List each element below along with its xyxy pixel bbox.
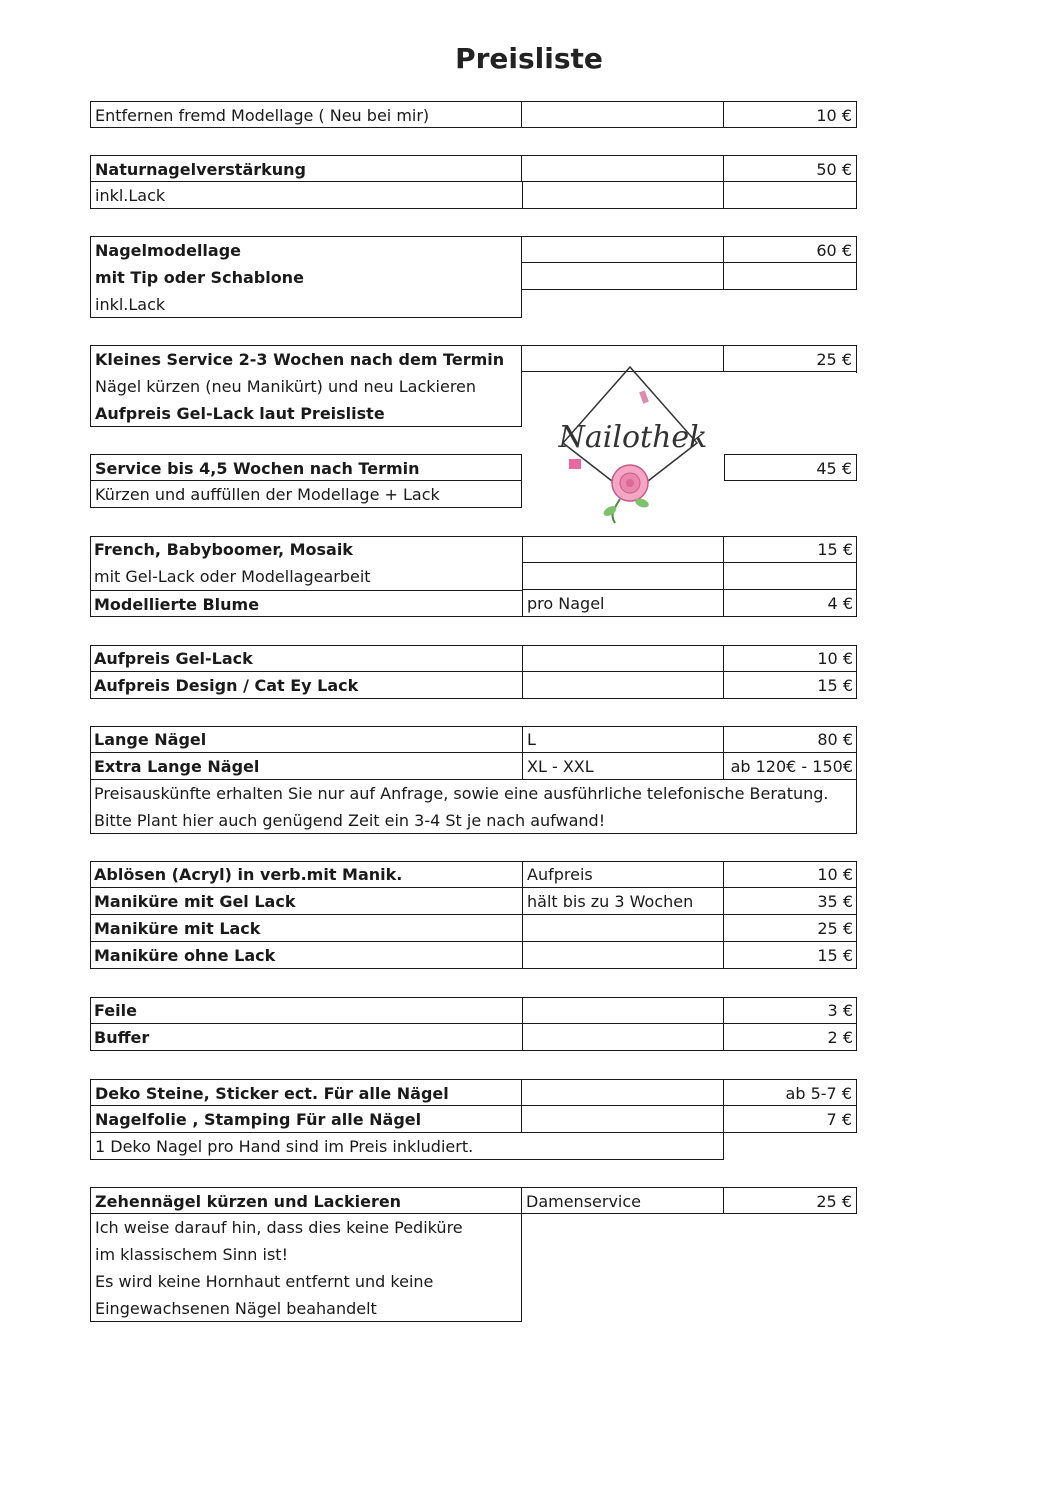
service-line: im klassischem Sinn ist!: [95, 1245, 288, 1264]
price-cell: 10 €: [724, 101, 857, 128]
note-cell: [522, 182, 724, 209]
service-cell: Modellierte Blume: [90, 590, 522, 617]
note-cell: [522, 672, 724, 699]
service-line: Es wird keine Hornhaut entfernt und keine: [95, 1272, 434, 1291]
price-cell: 4 €: [827, 594, 853, 613]
service-line: Nagelmodellage: [95, 241, 242, 260]
service-cell: Ablösen (Acryl) in verb.mit Manik.: [90, 861, 522, 888]
price-cell: 10 €: [724, 645, 857, 672]
service-cell: Feile: [90, 997, 522, 1024]
note-cell: Damenservice: [522, 1187, 724, 1214]
price-cell: 10 €: [724, 861, 857, 888]
note-cell: [522, 1079, 724, 1106]
note-cell: [522, 155, 724, 182]
logo-text: Nailothek: [558, 420, 708, 455]
price-cell: 50 €: [724, 155, 857, 182]
price-cell: 45 €: [724, 454, 857, 481]
service-cell: Naturnagelverstärkung: [90, 155, 522, 182]
note-cell: [522, 997, 724, 1024]
price-cell: 80 €: [724, 726, 857, 753]
price-cell: [724, 182, 857, 209]
price-cell: 60 €: [724, 236, 857, 263]
note-cell: [522, 536, 724, 563]
service-cell: [90, 345, 522, 427]
border-line: [724, 372, 857, 373]
service-cell: Service bis 4,5 Wochen nach Termin: [90, 454, 522, 481]
service-cell: Maniküre ohne Lack: [94, 946, 276, 965]
note-cell: [522, 915, 724, 942]
service-cell: Nagelfolie , Stamping Für alle Nägel: [90, 1106, 522, 1133]
price-cell: [724, 263, 857, 290]
price-cell: 3 €: [724, 997, 857, 1024]
service-cell: Lange Nägel: [90, 726, 522, 753]
service-cell: Maniküre mit Gel Lack: [90, 888, 522, 915]
service-cell: inkl.Lack: [90, 182, 522, 209]
price-cell: ab 5-7 €: [724, 1079, 857, 1106]
price-cell: 15 €: [724, 536, 857, 563]
info-text: Bitte Plant hier auch genügend Zeit ein 3-4 St je nach aufwand!: [94, 811, 606, 830]
price-cell: 25 €: [724, 915, 857, 942]
note-cell: XL - XXL: [522, 753, 724, 780]
service-cell: Kürzen und auffüllen der Modellage + Lack: [90, 481, 522, 508]
service-line: Kleines Service 2-3 Wochen nach dem Termin: [95, 350, 505, 369]
note-cell: L: [522, 726, 724, 753]
note-cell: [522, 563, 724, 590]
page-title: Preisliste: [455, 42, 603, 75]
service-line: Eingewachsenen Nägel beahandelt: [95, 1299, 377, 1318]
note-cell: [522, 1024, 724, 1051]
service-line: inkl.Lack: [95, 295, 166, 314]
info-text: Preisauskünfte erhalten Sie nur auf Anfrage, sowie eine ausführliche telefonische Beratung.: [94, 784, 829, 803]
service-cell: Aufpreis Gel-Lack: [90, 645, 522, 672]
note-cell: [522, 101, 724, 128]
price-cell: [724, 563, 857, 590]
service-cell: Buffer: [94, 1028, 150, 1047]
note-cell: hält bis zu 3 Wochen: [522, 888, 724, 915]
note-cell: Aufpreis: [522, 861, 724, 888]
service-cell: Extra Lange Nägel: [90, 753, 522, 780]
note-cell: [522, 942, 724, 969]
price-cell: 15 €: [817, 946, 853, 965]
service-cell: French, Babyboomer, Mosaik: [94, 540, 353, 559]
service-line: Ich weise darauf hin, dass dies keine Pediküre: [95, 1218, 463, 1237]
price-cell: 2 €: [827, 1028, 853, 1047]
note-cell: [522, 1106, 724, 1133]
price-cell: 35 €: [724, 888, 857, 915]
service-cell: Deko Steine, Sticker ect. Für alle Nägel: [90, 1079, 522, 1106]
note-cell: [522, 263, 724, 290]
service-cell: Aufpreis Design / Cat Ey Lack: [94, 676, 359, 695]
service-cell: Entfernen fremd Modellage ( Neu bei mir): [90, 101, 522, 128]
price-cell: 25 €: [724, 1187, 857, 1214]
nailothek-logo: [555, 355, 715, 535]
service-cell: Zehennägel kürzen und Lackieren: [90, 1187, 522, 1214]
price-cell: 15 €: [817, 676, 853, 695]
note-cell: pro Nagel: [522, 590, 724, 617]
service-line: mit Tip oder Schablone: [95, 268, 304, 287]
service-line: Nägel kürzen (neu Manikürt) und neu Lackieren: [95, 377, 477, 396]
service-cell: mit Gel-Lack oder Modellagearbeit: [94, 567, 371, 586]
price-cell: 7 €: [724, 1106, 857, 1133]
service-cell: Maniküre mit Lack: [90, 915, 522, 942]
note-cell: [522, 236, 724, 263]
service-cell: [90, 236, 522, 318]
note-cell: [522, 645, 724, 672]
price-cell: 25 €: [724, 345, 857, 372]
service-cell: [90, 1214, 522, 1322]
service-line: Aufpreis Gel-Lack laut Preisliste: [95, 404, 385, 423]
info-text: 1 Deko Nagel pro Hand sind im Preis inkludiert.: [90, 1133, 724, 1160]
price-cell: ab 120€ - 150€: [724, 753, 857, 780]
